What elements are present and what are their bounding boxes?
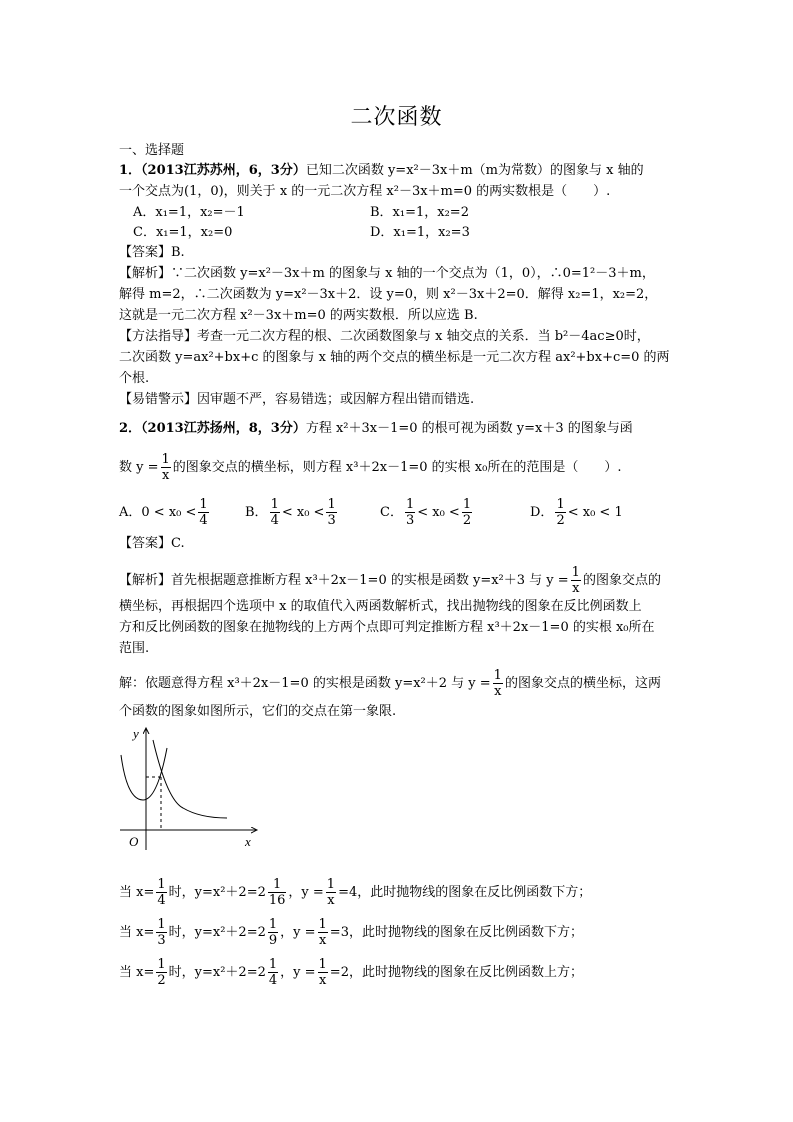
q2-solution-1-post: 的图象交点的横坐标，这两 [504,676,661,691]
q2-option-a [119,497,211,528]
fraction-1-over-x [326,877,336,908]
q1-head: 1．（2013江苏苏州，6，3分） [119,163,306,178]
q2-stem-2-post: 的图象交点的横坐标，则方程 x³＋2x－1=0 的实根 x₀所在的范围是（ ）. [172,460,622,475]
q2-head: 2．（2013江苏扬州，8，3分） [119,421,306,436]
case-post: =4，此时抛物线的图象在反比例函数下方； [338,885,592,900]
q2-option-b-label: B． [245,505,268,520]
q2-option-b [245,497,339,528]
parabola-curve [121,748,167,800]
frac-num: 1 [405,497,415,512]
fraction-1-over-4 [270,497,280,528]
frac-num: 1 [326,877,336,892]
q1-analysis-1: 【解析】∵二次函数 y=x²－3x＋m 的图象与 x 轴的一个交点为（1，0），∴0=1²－3＋m， [119,266,655,281]
case-pre: 当 x= [119,925,155,940]
fraction-1-over-2 [156,957,166,988]
fraction-1-over-x [161,452,171,483]
q2-analysis-2: 横坐标，再根据四个选项中 x 的取值代入两函数解析式，找出抛物线的图象在反比例函数上 [119,599,642,614]
q2-option-d-label: D． [530,505,554,520]
fraction-1-over-9 [268,917,278,948]
q2-option-d-post: < x₀ < 1 [567,505,623,520]
q1-option-b: B．x₁=1，x₂=2 [370,205,469,220]
frac-den: 3 [327,513,336,528]
section-heading: 一、选择题 [119,143,185,158]
q2-option-c [380,497,474,528]
q2-line2 [119,452,621,483]
frac-num: 1 [268,917,278,932]
page-title: 二次函数 [350,105,443,130]
q1-analysis-2: 解得 m=2，∴二次函数为 y=x²－3x＋2．设 y=0，则 x²－3x＋2=0．解得 x₂=1，x₂=2， [119,287,658,302]
fraction-1-over-4 [268,957,278,988]
frac-den: 2 [157,973,166,988]
case-mid: 时，y=x²＋2=2 [168,925,266,940]
frac-den: 4 [268,973,278,988]
fraction-1-over-x [571,565,581,596]
fraction-1-over-4 [156,877,166,908]
q1-option-c: C．x₁=1，x₂=0 [133,225,233,240]
frac-num: 1 [493,668,502,683]
q1-analysis-3: 这就是一元二次方程 x²－3x＋m=0 的两实数根．所以应选 B. [119,308,478,323]
case-post: =3，此时抛物线的图象在反比例函数下方； [329,925,583,940]
frac-den: x [572,581,580,596]
q1-option-a: A．x₁=1，x₂=－1 [133,205,245,220]
frac-den: x [318,933,327,948]
q2-analysis-3: 方和反比例函数的图象在抛物线的上方两个点即可判定推断方程 x³＋2x－1=0 的实根 x₀所在 [119,620,655,635]
q2-answer: 【答案】C. [119,536,185,551]
frac-den: 4 [157,893,166,908]
q2-analysis-1-pre: 【解析】首先根据题意推断方程 x³＋2x－1=0 的实根是函数 y=x²＋3 与 y = [119,573,569,588]
q2-analysis-1-post: 的图象交点的 [582,573,661,588]
case-pre: 当 x= [119,885,155,900]
fraction-1-over-4 [198,497,208,528]
q2-stem-2-pre: 数 y = [119,460,159,475]
q1-method-3: 个根. [119,371,150,386]
q1-line1 [119,162,644,180]
frac-num: 1 [318,917,327,932]
frac-num: 1 [327,497,336,512]
frac-den: x [494,684,502,699]
frac-den: 2 [462,513,472,528]
case-mid: 时，y=x²＋2=2 [168,965,266,980]
frac-num: 1 [462,497,472,512]
q2-case-2 [119,917,583,948]
q2-stem-1: 方程 x²＋3x－1=0 的根可视为函数 y=x＋3 的图象与函 [305,421,633,436]
frac-den: x [327,893,335,908]
q1-method-1: 【方法指导】考查一元二次方程的根、二次函数图象与 x 轴交点的关系．当 b²－4ac≥0时， [119,329,650,344]
q2-option-b-mid: < x₀ < [281,505,325,520]
frac-num: 1 [268,957,278,972]
frac-num: 1 [157,957,166,972]
case-mid: 时，y=x²＋2=2 [168,885,266,900]
fraction-1-over-2 [462,497,472,528]
origin-label: O [129,834,139,849]
q2-option-c-label: C． [380,505,403,520]
frac-num: 1 [318,957,327,972]
frac-num: 1 [571,565,580,580]
frac-num: 1 [270,497,279,512]
frac-den: 2 [556,513,565,528]
q1-option-d: D．x₁=1，x₂=3 [370,225,470,240]
q2-analysis-1 [119,565,661,596]
frac-den: x [161,468,170,483]
q1-stem-1: 已知二次函数 y=x²－3x＋m（m为常数）的图象与 x 轴的 [305,163,644,178]
fraction-1-over-3 [326,497,336,528]
frac-num: 1 [199,497,208,512]
q2-analysis-4: 范围. [119,641,150,656]
q2-option-c-mid: < x₀ < [417,505,460,520]
frac-den: 3 [157,933,166,948]
q2-solution-1-pre: 解：依题意得方程 x³＋2x－1=0 的实根是函数 y=x²＋2 与 y = [119,676,491,691]
frac-num: 1 [268,877,287,893]
case-mid2: ，y = [280,965,316,980]
q1-stem-2: 一个交点为(1，0)，则关于 x 的一元二次方程 x²－3x＋m=0 的两实数根是（ ）. [119,184,611,199]
q2-option-d [530,497,623,528]
frac-den: x [318,973,327,988]
frac-den: 4 [270,513,279,528]
q2-case-3 [119,957,583,988]
q1-answer: 【答案】B. [119,245,185,260]
hyperbola-curve [153,740,227,818]
y-axis-label: y [133,726,139,741]
frac-num: 1 [556,497,565,512]
q2-option-a-label: A．0 < x₀ < [119,505,197,520]
case-pre: 当 x= [119,965,155,980]
frac-num: 1 [157,917,166,932]
frac-num: 1 [161,452,170,467]
q2-solution-1 [119,668,661,699]
q2-solution-2: 个函数的图象如图所示，它们的交点在第一象限. [119,704,397,719]
fraction-1-over-2 [555,497,565,528]
fraction-1-over-3 [405,497,415,528]
fraction-1-over-3 [156,917,166,948]
frac-den: 16 [268,893,286,908]
q1-warning: 【易错警示】因审题不严，容易错选；或因解方程出错而错选. [119,392,475,407]
fraction-1-over-x [318,957,328,988]
fraction-1-over-16 [268,877,287,908]
frac-den: 3 [405,513,415,528]
frac-den: 9 [268,933,278,948]
frac-den: 4 [199,513,208,528]
case-mid2: ，y = [280,925,316,940]
function-graph [115,720,265,855]
frac-num: 1 [157,877,166,892]
q2-line1 [119,420,633,438]
fraction-1-over-x [493,668,503,699]
q2-case-1 [119,877,591,908]
x-axis-label: x [245,834,251,849]
case-mid2: ，y = [288,885,324,900]
case-post: =2，此时抛物线的图象在反比例函数上方； [329,965,583,980]
q1-method-2: 二次函数 y=ax²+bx+c 的图象与 x 轴的两个交点的横坐标是一元二次方程 ax²+bx+c=0 的两 [119,350,670,365]
fraction-1-over-x [318,917,328,948]
